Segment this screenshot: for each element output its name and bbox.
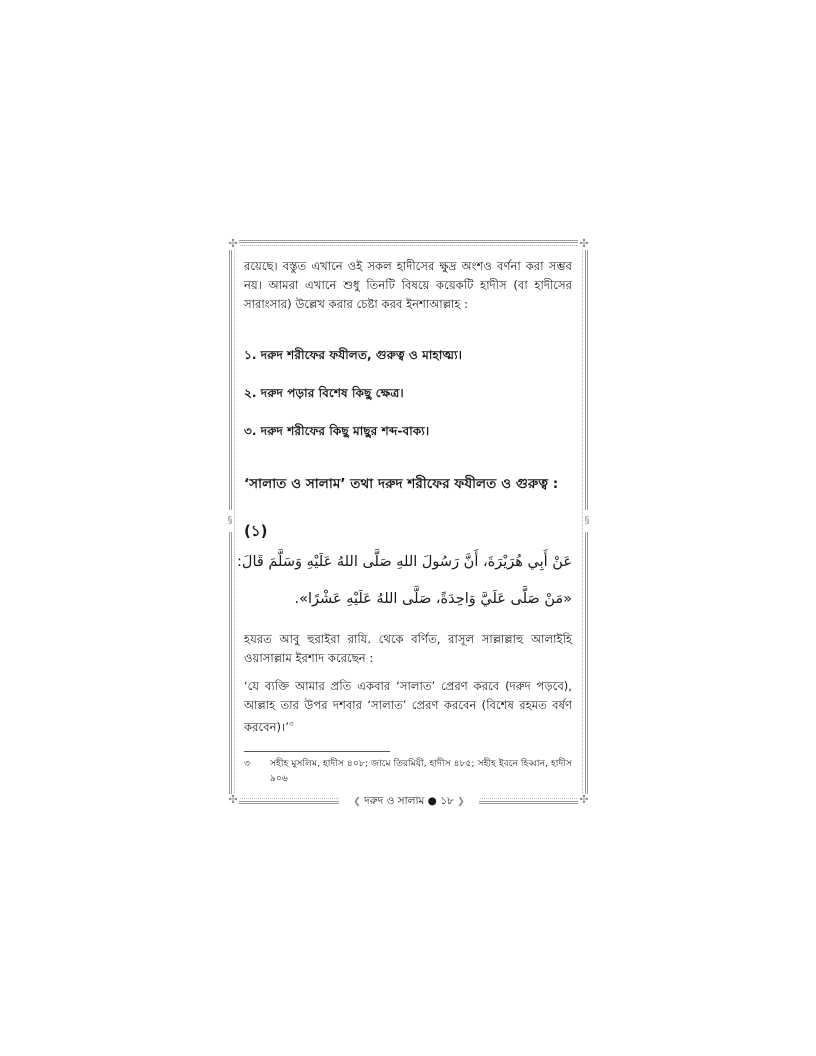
section-heading: ‘সালাত ও সালাম’ তথা দরুদ শরীফের ফযীলত ও গুরুত্ব : <box>244 476 559 492</box>
footnote-reference: ৩ <box>288 720 294 728</box>
corner-ornament-icon: ✣ <box>579 237 589 250</box>
corner-ornament-icon: ✣ <box>228 793 238 806</box>
translation-paragraph <box>244 677 572 737</box>
list-item: ৩. দরুদ শরীফের কিছু মাছুর শব্দ-বাক্য। <box>244 424 430 438</box>
side-ornament-icon: § <box>583 510 591 532</box>
footer-ornament-icon: ❯ <box>457 797 465 807</box>
hadith-number: (১) <box>244 522 268 540</box>
list-item: ১. দরুদ শরীফের ফযীলত, গুরুত্ব ও মাহাত্ম্য। <box>244 348 463 362</box>
bullet-icon: ● <box>427 795 437 807</box>
page-number: ১৮ <box>440 795 454 807</box>
page-footer <box>339 792 479 810</box>
footer-title: দরুদ ও সালাম <box>364 795 425 807</box>
page-content <box>237 257 572 784</box>
footnote-divider <box>244 751 390 752</box>
footnote-text: সহীহ মুসলিম, হাদীস ৪০৮; জামে তিরমিযী, হাদীস ৪৮৫; সহীহ ইবনে হিব্বান, হাদীস ৯০৬ <box>270 758 572 784</box>
side-ornament-icon: § <box>226 510 234 532</box>
list-item: ২. দরুদ পড়ার বিশেষ কিছু ক্ষেত্র। <box>244 386 404 400</box>
corner-ornament-icon: ✣ <box>228 237 238 250</box>
footer-ornament-icon: ❮ <box>353 797 361 807</box>
translation-text: ‘যে ব্যক্তি আমার প্রতি একবার ‘সালাত’ প্রেরণ করবে (দরুদ পড়বে), আল্লাহ তার উপর দশবার ‘সালাত’ প্রেরণ করবেন (বিশেষ রহমত বর্ষণ করবেন)।’ <box>244 679 572 734</box>
arabic-text-line: عَنْ أَبِي هُرَيْرَةَ، أَنَّ رَسُولَ اللهِ صَلَّى اللهُ عَلَيْهِ وَسَلَّمَ قَالَ: <box>237 554 572 570</box>
intro-paragraph: রয়েছে। বস্তুত এখানে ওই সকল হাদীসের ক্ষুদ্র অংশও বর্ণনা করা সম্ভব নয়। আমরা এখানে শুধু তিনটি বিষয়ে কয়েকটি হাদীস (বা হাদীসের সারাংসার) উল্লেখ করার চেষ্টা করব ইনশাআল্লাহ : <box>244 259 572 311</box>
footnote-number: ৩ <box>244 758 250 769</box>
corner-ornament-icon: ✣ <box>579 793 589 806</box>
arabic-text-line: «مَنْ صَلَّى عَلَيَّ وَاحِدَةً، صَلَّى اللهُ عَلَيْهِ عَشْرًا». <box>294 591 572 607</box>
footnote <box>244 756 572 786</box>
narration-paragraph: হযরত আবু হুরাইরা রাযি. থেকে বর্ণিত, রাসূল সাল্লাল্লাহু আলাইহি ওয়াসাল্লাম ইরশাদ করেছেন : <box>244 632 572 665</box>
page-frame <box>227 237 590 807</box>
